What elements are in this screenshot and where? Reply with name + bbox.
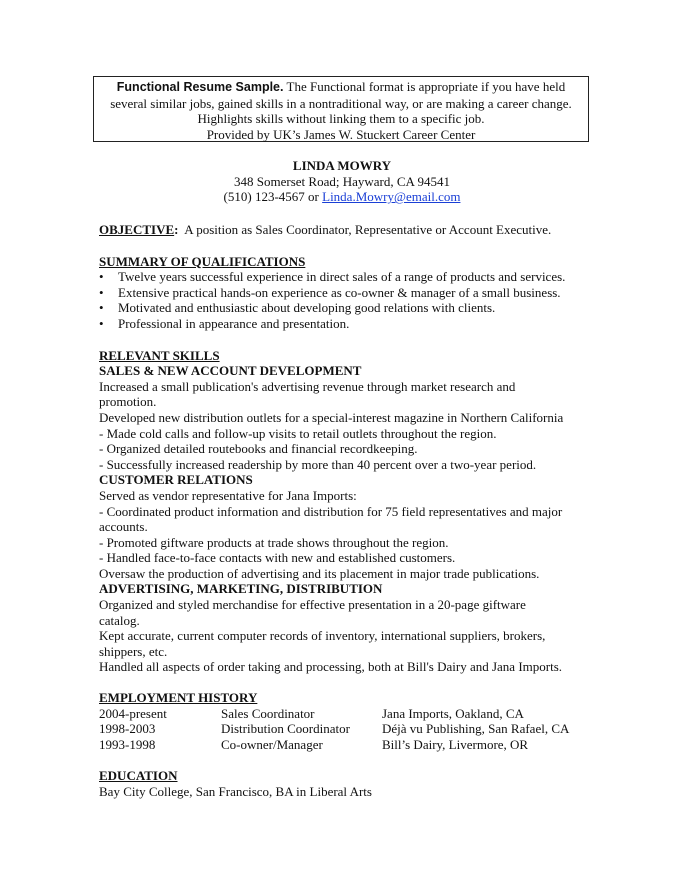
bullet-icon: • bbox=[99, 315, 104, 331]
employment-row bbox=[99, 706, 569, 722]
qualification-text: Professional in appearance and presentation. bbox=[118, 315, 350, 331]
skill-line: catalog. bbox=[99, 612, 140, 628]
intro-line-2: several similar jobs, gained skills in a nontraditional way, or are making a career change. bbox=[110, 95, 572, 111]
skill-line: shippers, etc. bbox=[99, 643, 168, 659]
skill-line: Organized and styled merchandise for effective presentation in a 20-page giftware bbox=[99, 597, 526, 613]
intro-line-4: Provided by UK’s James W. Stuckert Career Center bbox=[206, 126, 476, 142]
bullet-icon: • bbox=[99, 284, 104, 300]
resume-body bbox=[99, 222, 599, 800]
education-text: Bay City College, San Francisco, BA in Liberal Arts bbox=[99, 784, 372, 799]
objective bbox=[99, 222, 599, 238]
skill-line: Kept accurate, current computer records of inventory, international suppliers, brokers, bbox=[99, 628, 546, 644]
skill-line: Handled all aspects of order taking and processing, both at Bill's Dairy and Jana Imports. bbox=[99, 659, 563, 675]
qualifications-heading: SUMMARY OF QUALIFICATIONS bbox=[99, 253, 306, 269]
employment-dates: 1993-1998 bbox=[99, 736, 156, 752]
skill-line: Developed new distribution outlets for a special-interest magazine in Northern California bbox=[99, 409, 564, 425]
skill-line: - Coordinated product information and distribution for 75 field representatives and major bbox=[99, 503, 563, 519]
intro-box bbox=[93, 76, 589, 142]
skill-line: promotion. bbox=[99, 394, 157, 410]
qualification-item bbox=[99, 316, 599, 332]
skill-section-heading: ADVERTISING, MARKETING, DISTRIBUTION bbox=[99, 581, 383, 597]
skill-line: Oversaw the production of advertising and its placement in major trade publications. bbox=[99, 565, 540, 581]
education-heading: EDUCATION bbox=[99, 768, 178, 784]
skills-sections bbox=[99, 363, 599, 675]
skill-line: accounts. bbox=[99, 519, 148, 535]
email-link[interactable]: Linda.Mowry@email.com bbox=[322, 189, 461, 205]
address: 348 Somerset Road; Hayward, CA 94541 bbox=[234, 173, 450, 189]
employment-table bbox=[99, 706, 569, 753]
qualification-item bbox=[99, 285, 599, 301]
phone: (510) 123-4567 or bbox=[223, 189, 323, 205]
employment-employer: Jana Imports, Oakland, CA bbox=[382, 705, 524, 721]
candidate-name: LINDA MOWRY bbox=[292, 158, 392, 173]
skill-line: - Organized detailed routebooks and financial recordkeeping. bbox=[99, 441, 418, 457]
employment-row bbox=[99, 721, 569, 737]
objective-text: A position as Sales Coordinator, Representative or Account Executive. bbox=[178, 222, 552, 237]
employment-title: Co-owner/Manager bbox=[221, 736, 323, 752]
skill-line: Increased a small publication's advertising revenue through market research and bbox=[99, 378, 516, 394]
employment-heading: EMPLOYMENT HISTORY bbox=[99, 690, 258, 706]
skill-line: Served as vendor representative for Jana Imports: bbox=[99, 487, 357, 503]
skill-section-heading: CUSTOMER RELATIONS bbox=[99, 472, 253, 488]
qualifications-list bbox=[99, 269, 599, 331]
employment-dates: 1998-2003 bbox=[99, 721, 156, 737]
employment-row bbox=[99, 737, 569, 753]
skills-heading: RELEVANT SKILLS bbox=[99, 347, 220, 363]
intro-line-1 bbox=[94, 79, 588, 96]
employment-title: Distribution Coordinator bbox=[221, 721, 350, 737]
skill-line: - Promoted giftware products at trade shows throughout the region. bbox=[99, 534, 449, 550]
qualification-item bbox=[99, 300, 599, 316]
objective-label: OBJECTIVE bbox=[99, 222, 175, 237]
skill-line: - Successfully increased readership by more than 40 percent over a two-year period. bbox=[99, 456, 537, 472]
intro-line-3: Highlights skills without linking them to a specific job. bbox=[197, 111, 485, 127]
qualification-text: Motivated and enthusiastic about developing good relations with clients. bbox=[118, 300, 496, 316]
employment-employer: Bill’s Dairy, Livermore, OR bbox=[382, 736, 529, 752]
employment-employer: Déjà vu Publishing, San Rafael, CA bbox=[382, 721, 570, 737]
skill-section-heading: SALES & NEW ACCOUNT DEVELOPMENT bbox=[99, 363, 362, 379]
skill-line: - Handled face-to-face contacts with new and established customers. bbox=[99, 550, 456, 566]
qualification-text: Extensive practical hands-on experience as co-owner & manager of a small business. bbox=[118, 284, 561, 300]
qualification-text: Twelve years successful experience in direct sales of a range of products and services. bbox=[118, 269, 566, 285]
phone-email-line bbox=[0, 189, 684, 205]
objective-colon: : bbox=[174, 222, 179, 237]
qualification-item bbox=[99, 269, 599, 285]
skill-line: - Made cold calls and follow-up visits to retail outlets throughout the region. bbox=[99, 425, 497, 441]
contact-header bbox=[0, 158, 684, 205]
employment-title: Sales Coordinator bbox=[221, 705, 315, 721]
intro-lead: Functional Resume Sample. bbox=[116, 80, 284, 94]
intro-line-1-text: The Functional format is appropriate if you have held bbox=[283, 79, 566, 94]
employment-dates: 2004-present bbox=[99, 705, 167, 721]
bullet-icon: • bbox=[99, 300, 104, 316]
bullet-icon: • bbox=[99, 269, 104, 285]
